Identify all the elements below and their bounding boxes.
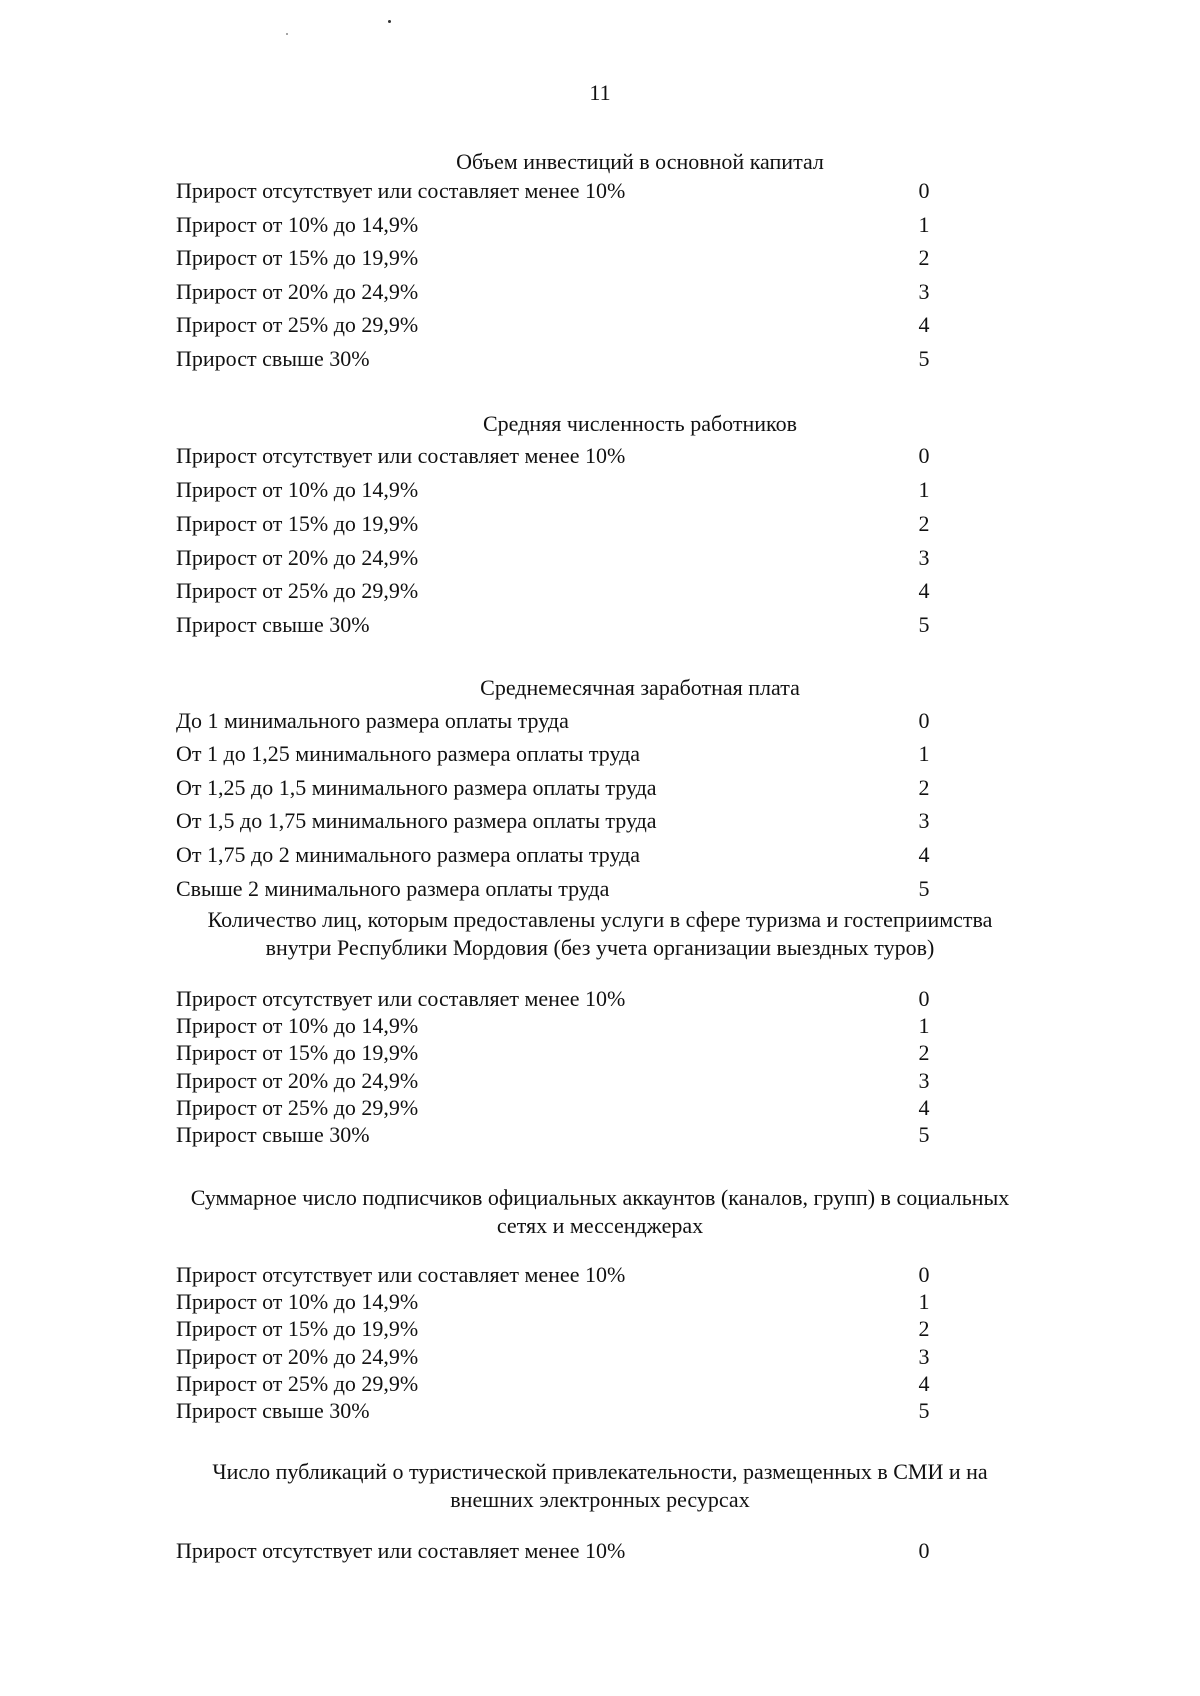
criteria-score: 2 [918, 1040, 930, 1065]
section-title-line: Среднемесячная заработная плата [480, 675, 800, 700]
criteria-score: 3 [918, 1344, 930, 1369]
criteria-label: Прирост от 10% до 14,9% [176, 477, 419, 502]
criteria-score: 5 [918, 346, 930, 371]
scan-speck [286, 33, 288, 35]
criteria-score: 5 [918, 612, 930, 637]
criteria-score: 3 [918, 808, 930, 833]
criteria-label: От 1,25 до 1,5 минимального размера оплаты труда [176, 775, 657, 800]
criteria-label: Прирост от 10% до 14,9% [176, 1289, 419, 1314]
criteria-label: Прирост свыше 30% [176, 612, 370, 637]
criteria-score: 1 [918, 212, 930, 237]
criteria-label: Прирост отсутствует или составляет менее 10% [176, 178, 626, 203]
section-title-line: внутри Республики Мордовия (без учета организации выездных туров) [265, 935, 935, 960]
criteria-score: 4 [918, 578, 930, 603]
criteria-label: Прирост от 20% до 24,9% [176, 279, 419, 304]
criteria-label: Прирост от 15% до 19,9% [176, 245, 419, 270]
criteria-label: До 1 минимального размера оплаты труда [176, 708, 569, 733]
criteria-score: 1 [918, 741, 930, 766]
criteria-label: От 1,75 до 2 минимального размера оплаты труда [176, 842, 641, 867]
criteria-score: 4 [918, 312, 930, 337]
criteria-score: 0 [918, 1262, 930, 1287]
criteria-label: Прирост от 10% до 14,9% [176, 1013, 419, 1038]
criteria-score: 2 [918, 775, 930, 800]
criteria-label: Прирост отсутствует или составляет менее 10% [176, 1262, 626, 1287]
criteria-score: 3 [918, 279, 930, 304]
criteria-score: 5 [918, 1122, 930, 1147]
criteria-label: Прирост от 25% до 29,9% [176, 1095, 419, 1120]
criteria-label: Прирост от 25% до 29,9% [176, 1371, 419, 1396]
criteria-label: Прирост от 15% до 19,9% [176, 511, 419, 536]
criteria-label: Прирост свыше 30% [176, 1122, 370, 1147]
criteria-score: 0 [918, 443, 930, 468]
criteria-score: 2 [918, 511, 930, 536]
criteria-score: 4 [918, 842, 930, 867]
criteria-label: Прирост от 15% до 19,9% [176, 1040, 419, 1065]
criteria-label: Прирост свыше 30% [176, 1398, 370, 1423]
criteria-score: 0 [918, 178, 930, 203]
criteria-score: 3 [918, 1068, 930, 1093]
criteria-score: 1 [918, 1013, 930, 1038]
criteria-score: 0 [918, 1538, 930, 1563]
section-title-line: Количество лиц, которым предоставлены услуги в сфере туризма и гостеприимства [207, 907, 993, 932]
criteria-score: 5 [918, 876, 930, 901]
criteria-label: Прирост от 20% до 24,9% [176, 1344, 419, 1369]
criteria-label: Прирост отсутствует или составляет менее 10% [176, 1538, 626, 1563]
criteria-score: 3 [918, 545, 930, 570]
section-title-line: внешних электронных ресурсах [450, 1487, 750, 1512]
criteria-score: 2 [918, 245, 930, 270]
section-title-line: Число публикаций о туристической привлекательности, размещенных в СМИ и на [212, 1459, 988, 1484]
criteria-score: 0 [918, 986, 930, 1011]
criteria-label: Прирост свыше 30% [176, 346, 370, 371]
criteria-score: 4 [918, 1095, 930, 1120]
criteria-label: Прирост отсутствует или составляет менее 10% [176, 986, 626, 1011]
criteria-label: Свыше 2 минимального размера оплаты труда [176, 876, 610, 901]
criteria-label: Прирост от 20% до 24,9% [176, 1068, 419, 1093]
scan-speck [388, 20, 391, 23]
criteria-score: 0 [918, 708, 930, 733]
section-title-line: Объем инвестиций в основной капитал [456, 149, 824, 174]
section-title-line: сетях и мессенджерах [496, 1213, 704, 1238]
section-title-line: Суммарное число подписчиков официальных аккаунтов (каналов, групп) в социальных [190, 1185, 1010, 1210]
page-number: 11 [589, 80, 611, 105]
criteria-score: 4 [918, 1371, 930, 1396]
criteria-label: Прирост отсутствует или составляет менее 10% [176, 443, 626, 468]
criteria-score: 1 [918, 477, 930, 502]
criteria-label: Прирост от 10% до 14,9% [176, 212, 419, 237]
criteria-score: 5 [918, 1398, 930, 1423]
criteria-label: От 1 до 1,25 минимального размера оплаты труда [176, 741, 641, 766]
criteria-score: 1 [918, 1289, 930, 1314]
criteria-score: 2 [918, 1316, 930, 1341]
section-title-line: Средняя численность работников [483, 411, 797, 436]
criteria-label: Прирост от 20% до 24,9% [176, 545, 419, 570]
criteria-label: Прирост от 25% до 29,9% [176, 578, 419, 603]
criteria-label: Прирост от 15% до 19,9% [176, 1316, 419, 1341]
criteria-label: Прирост от 25% до 29,9% [176, 312, 419, 337]
criteria-label: От 1,5 до 1,75 минимального размера оплаты труда [176, 808, 657, 833]
